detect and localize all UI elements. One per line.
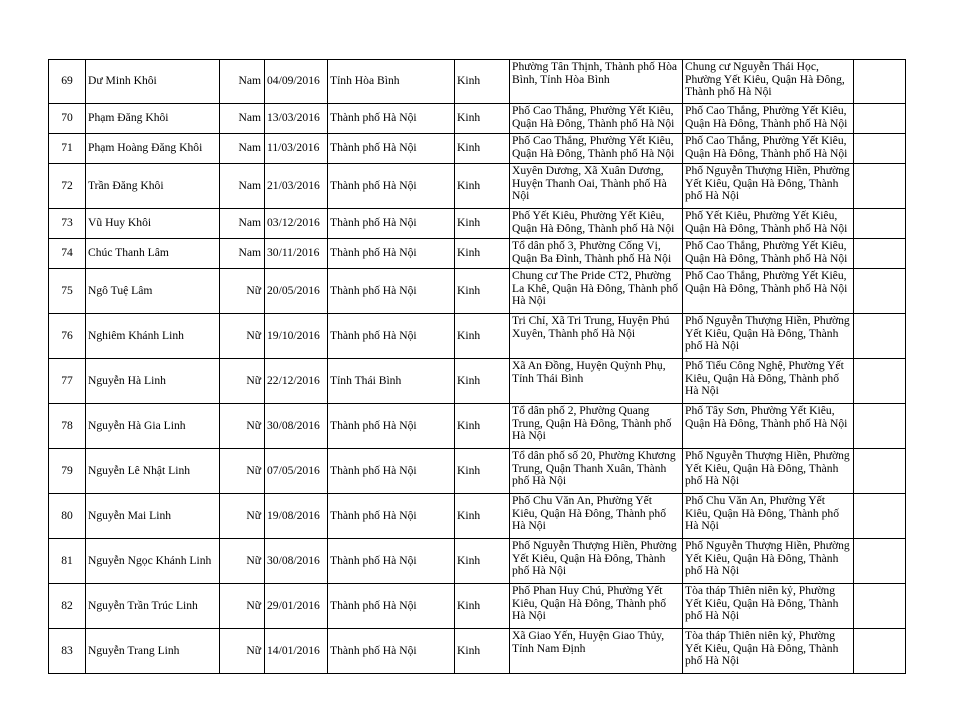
gender-cell: Nữ xyxy=(220,539,265,584)
residence-cell: Phố Tây Sơn, Phường Yết Kiêu, Quận Hà Đông, Thành phố Hà Nội xyxy=(683,404,854,449)
gender-cell: Nữ xyxy=(220,359,265,404)
hometown-cell: Phường Tân Thịnh, Thành phố Hòa Bình, Tỉnh Hòa Bình xyxy=(510,60,683,104)
student-table xyxy=(48,59,906,674)
table-row xyxy=(49,134,906,164)
ethnicity-cell: Kinh xyxy=(455,494,510,539)
hometown-cell: Tổ dân phố 3, Phường Cống Vị, Quận Ba Đình, Thành phố Hà Nội xyxy=(510,239,683,269)
name-cell: Phạm Đăng Khôi xyxy=(86,104,220,134)
row-number-cell: 81 xyxy=(49,539,86,584)
birthdate-cell: 30/08/2016 xyxy=(265,539,328,584)
birthdate-cell: 04/09/2016 xyxy=(265,60,328,104)
birthdate-cell: 19/10/2016 xyxy=(265,314,328,359)
birthdate-cell: 30/08/2016 xyxy=(265,404,328,449)
table-row xyxy=(49,60,906,104)
residence-cell: Chung cư Nguyễn Thái Học, Phường Yết Kiêu, Quận Hà Đông, Thành phố Hà Nội xyxy=(683,60,854,104)
note-cell xyxy=(854,134,906,164)
birthplace-cell: Thành phố Hà Nội xyxy=(328,314,455,359)
table-body xyxy=(49,60,906,674)
birthplace-cell: Thành phố Hà Nội xyxy=(328,239,455,269)
row-number-cell: 76 xyxy=(49,314,86,359)
ethnicity-cell: Kinh xyxy=(455,359,510,404)
table-row xyxy=(49,539,906,584)
row-number-cell: 72 xyxy=(49,164,86,209)
ethnicity-cell: Kinh xyxy=(455,209,510,239)
gender-cell: Nữ xyxy=(220,449,265,494)
table-row xyxy=(49,314,906,359)
hometown-cell: Xã Giao Yến, Huyện Giao Thủy, Tỉnh Nam Định xyxy=(510,629,683,674)
name-cell: Dư Minh Khôi xyxy=(86,60,220,104)
residence-cell: Phố Nguyễn Thượng Hiền, Phường Yết Kiêu, Quận Hà Đông, Thành phố Hà Nội xyxy=(683,449,854,494)
gender-cell: Nam xyxy=(220,104,265,134)
table-row xyxy=(49,629,906,674)
table-row xyxy=(49,494,906,539)
name-cell: Nguyễn Hà Linh xyxy=(86,359,220,404)
note-cell xyxy=(854,239,906,269)
ethnicity-cell: Kinh xyxy=(455,60,510,104)
note-cell xyxy=(854,449,906,494)
hometown-cell: Tổ dân phố 2, Phường Quang Trung, Quận Hà Đông, Thành phố Hà Nội xyxy=(510,404,683,449)
note-cell xyxy=(854,314,906,359)
hometown-cell: Tri Chỉ, Xã Tri Trung, Huyện Phú Xuyên, Thành phố Hà Nội xyxy=(510,314,683,359)
birthplace-cell: Thành phố Hà Nội xyxy=(328,584,455,629)
birthdate-cell: 30/11/2016 xyxy=(265,239,328,269)
hometown-cell: Phố Nguyễn Thượng Hiền, Phường Yết Kiêu, Quận Hà Đông, Thành phố Hà Nội xyxy=(510,539,683,584)
birthplace-cell: Thành phố Hà Nội xyxy=(328,209,455,239)
ethnicity-cell: Kinh xyxy=(455,239,510,269)
ethnicity-cell: Kinh xyxy=(455,404,510,449)
residence-cell: Phố Cao Thắng, Phường Yết Kiêu, Quận Hà Đông, Thành phố Hà Nội xyxy=(683,239,854,269)
note-cell xyxy=(854,539,906,584)
row-number-cell: 77 xyxy=(49,359,86,404)
table-row xyxy=(49,584,906,629)
gender-cell: Nam xyxy=(220,239,265,269)
row-number-cell: 73 xyxy=(49,209,86,239)
table-row xyxy=(49,209,906,239)
note-cell xyxy=(854,629,906,674)
gender-cell: Nữ xyxy=(220,584,265,629)
birthplace-cell: Thành phố Hà Nội xyxy=(328,539,455,584)
gender-cell: Nữ xyxy=(220,314,265,359)
birthdate-cell: 21/03/2016 xyxy=(265,164,328,209)
row-number-cell: 83 xyxy=(49,629,86,674)
birthdate-cell: 19/08/2016 xyxy=(265,494,328,539)
table-row xyxy=(49,269,906,314)
note-cell xyxy=(854,209,906,239)
ethnicity-cell: Kinh xyxy=(455,134,510,164)
residence-cell: Phố Yết Kiêu, Phường Yết Kiêu, Quận Hà Đông, Thành phố Hà Nội xyxy=(683,209,854,239)
hometown-cell: Phố Cao Thắng, Phường Yết Kiêu, Quận Hà Đông, Thành phố Hà Nội xyxy=(510,134,683,164)
note-cell xyxy=(854,494,906,539)
birthplace-cell: Tỉnh Thái Bình xyxy=(328,359,455,404)
row-number-cell: 75 xyxy=(49,269,86,314)
birthplace-cell: Thành phố Hà Nội xyxy=(328,269,455,314)
ethnicity-cell: Kinh xyxy=(455,164,510,209)
residence-cell: Phố Cao Thắng, Phường Yết Kiêu, Quận Hà Đông, Thành phố Hà Nội xyxy=(683,134,854,164)
name-cell: Vũ Huy Khôi xyxy=(86,209,220,239)
gender-cell: Nam xyxy=(220,209,265,239)
birthdate-cell: 29/01/2016 xyxy=(265,584,328,629)
residence-cell: Phố Chu Văn An, Phường Yết Kiêu, Quận Hà Đông, Thành phố Hà Nội xyxy=(683,494,854,539)
residence-cell: Phố Nguyễn Thượng Hiền, Phường Yết Kiêu, Quận Hà Đông, Thành phố Hà Nội xyxy=(683,314,854,359)
row-number-cell: 80 xyxy=(49,494,86,539)
birthdate-cell: 03/12/2016 xyxy=(265,209,328,239)
note-cell xyxy=(854,60,906,104)
birthdate-cell: 20/05/2016 xyxy=(265,269,328,314)
row-number-cell: 74 xyxy=(49,239,86,269)
hometown-cell: Chung cư The Pride CT2, Phường La Khê, Quận Hà Đông, Thành phố Hà Nội xyxy=(510,269,683,314)
ethnicity-cell: Kinh xyxy=(455,314,510,359)
birthdate-cell: 14/01/2016 xyxy=(265,629,328,674)
ethnicity-cell: Kinh xyxy=(455,449,510,494)
gender-cell: Nam xyxy=(220,134,265,164)
hometown-cell: Phố Chu Văn An, Phường Yết Kiêu, Quận Hà Đông, Thành phố Hà Nội xyxy=(510,494,683,539)
name-cell: Nguyễn Lê Nhật Linh xyxy=(86,449,220,494)
birthplace-cell: Thành phố Hà Nội xyxy=(328,449,455,494)
gender-cell: Nam xyxy=(220,60,265,104)
row-number-cell: 71 xyxy=(49,134,86,164)
hometown-cell: Xuyên Dương, Xã Xuân Dương, Huyện Thanh Oai, Thành phố Hà Nội xyxy=(510,164,683,209)
hometown-cell: Xã An Đồng, Huyện Quỳnh Phụ, Tỉnh Thái Bình xyxy=(510,359,683,404)
row-number-cell: 82 xyxy=(49,584,86,629)
row-number-cell: 69 xyxy=(49,60,86,104)
note-cell xyxy=(854,104,906,134)
hometown-cell: Phố Cao Thắng, Phường Yết Kiêu, Quận Hà Đông, Thành phố Hà Nội xyxy=(510,104,683,134)
hometown-cell: Phố Yết Kiêu, Phường Yết Kiêu, Quận Hà Đông, Thành phố Hà Nội xyxy=(510,209,683,239)
name-cell: Nguyễn Hà Gia Linh xyxy=(86,404,220,449)
hometown-cell: Phố Phan Huy Chú, Phường Yết Kiêu, Quận Hà Đông, Thành phố Hà Nội xyxy=(510,584,683,629)
birthplace-cell: Thành phố Hà Nội xyxy=(328,629,455,674)
name-cell: Trần Đăng Khôi xyxy=(86,164,220,209)
note-cell xyxy=(854,269,906,314)
ethnicity-cell: Kinh xyxy=(455,629,510,674)
residence-cell: Tòa tháp Thiên niên kỷ, Phường Yết Kiêu, Quận Hà Đông, Thành phố Hà Nội xyxy=(683,629,854,674)
residence-cell: Tòa tháp Thiên niên kỷ, Phường Yết Kiêu, Quận Hà Đông, Thành phố Hà Nội xyxy=(683,584,854,629)
ethnicity-cell: Kinh xyxy=(455,104,510,134)
hometown-cell: Tổ dân phố số 20, Phường Khương Trung, Quận Thanh Xuân, Thành phố Hà Nội xyxy=(510,449,683,494)
name-cell: Nguyễn Ngọc Khánh Linh xyxy=(86,539,220,584)
row-number-cell: 79 xyxy=(49,449,86,494)
table-row xyxy=(49,449,906,494)
name-cell: Phạm Hoàng Đăng Khôi xyxy=(86,134,220,164)
ethnicity-cell: Kinh xyxy=(455,539,510,584)
ethnicity-cell: Kinh xyxy=(455,584,510,629)
table-row xyxy=(49,239,906,269)
gender-cell: Nam xyxy=(220,164,265,209)
birthplace-cell: Tỉnh Hòa Bình xyxy=(328,60,455,104)
gender-cell: Nữ xyxy=(220,404,265,449)
note-cell xyxy=(854,404,906,449)
table-row xyxy=(49,359,906,404)
note-cell xyxy=(854,359,906,404)
name-cell: Chúc Thanh Lâm xyxy=(86,239,220,269)
residence-cell: Phố Tiểu Công Nghệ, Phường Yết Kiêu, Quận Hà Đông, Thành phố Hà Nội xyxy=(683,359,854,404)
birthplace-cell: Thành phố Hà Nội xyxy=(328,104,455,134)
residence-cell: Phố Nguyễn Thượng Hiền, Phường Yết Kiêu, Quận Hà Đông, Thành phố Hà Nội xyxy=(683,164,854,209)
birthplace-cell: Thành phố Hà Nội xyxy=(328,164,455,209)
birthdate-cell: 07/05/2016 xyxy=(265,449,328,494)
note-cell xyxy=(854,164,906,209)
note-cell xyxy=(854,584,906,629)
birthdate-cell: 11/03/2016 xyxy=(265,134,328,164)
gender-cell: Nữ xyxy=(220,269,265,314)
name-cell: Nguyễn Mai Linh xyxy=(86,494,220,539)
birthplace-cell: Thành phố Hà Nội xyxy=(328,404,455,449)
row-number-cell: 78 xyxy=(49,404,86,449)
birthplace-cell: Thành phố Hà Nội xyxy=(328,134,455,164)
residence-cell: Phố Cao Thắng, Phường Yết Kiêu, Quận Hà Đông, Thành phố Hà Nội xyxy=(683,104,854,134)
name-cell: Nguyễn Trần Trúc Linh xyxy=(86,584,220,629)
name-cell: Nguyễn Trang Linh xyxy=(86,629,220,674)
gender-cell: Nữ xyxy=(220,494,265,539)
table-row xyxy=(49,104,906,134)
residence-cell: Phố Cao Thắng, Phường Yết Kiêu, Quận Hà Đông, Thành phố Hà Nội xyxy=(683,269,854,314)
table-row xyxy=(49,404,906,449)
birthdate-cell: 22/12/2016 xyxy=(265,359,328,404)
row-number-cell: 70 xyxy=(49,104,86,134)
residence-cell: Phố Nguyễn Thượng Hiền, Phường Yết Kiêu, Quận Hà Đông, Thành phố Hà Nội xyxy=(683,539,854,584)
name-cell: Nghiêm Khánh Linh xyxy=(86,314,220,359)
table-row xyxy=(49,164,906,209)
birthplace-cell: Thành phố Hà Nội xyxy=(328,494,455,539)
ethnicity-cell: Kinh xyxy=(455,269,510,314)
birthdate-cell: 13/03/2016 xyxy=(265,104,328,134)
name-cell: Ngô Tuệ Lâm xyxy=(86,269,220,314)
gender-cell: Nữ xyxy=(220,629,265,674)
